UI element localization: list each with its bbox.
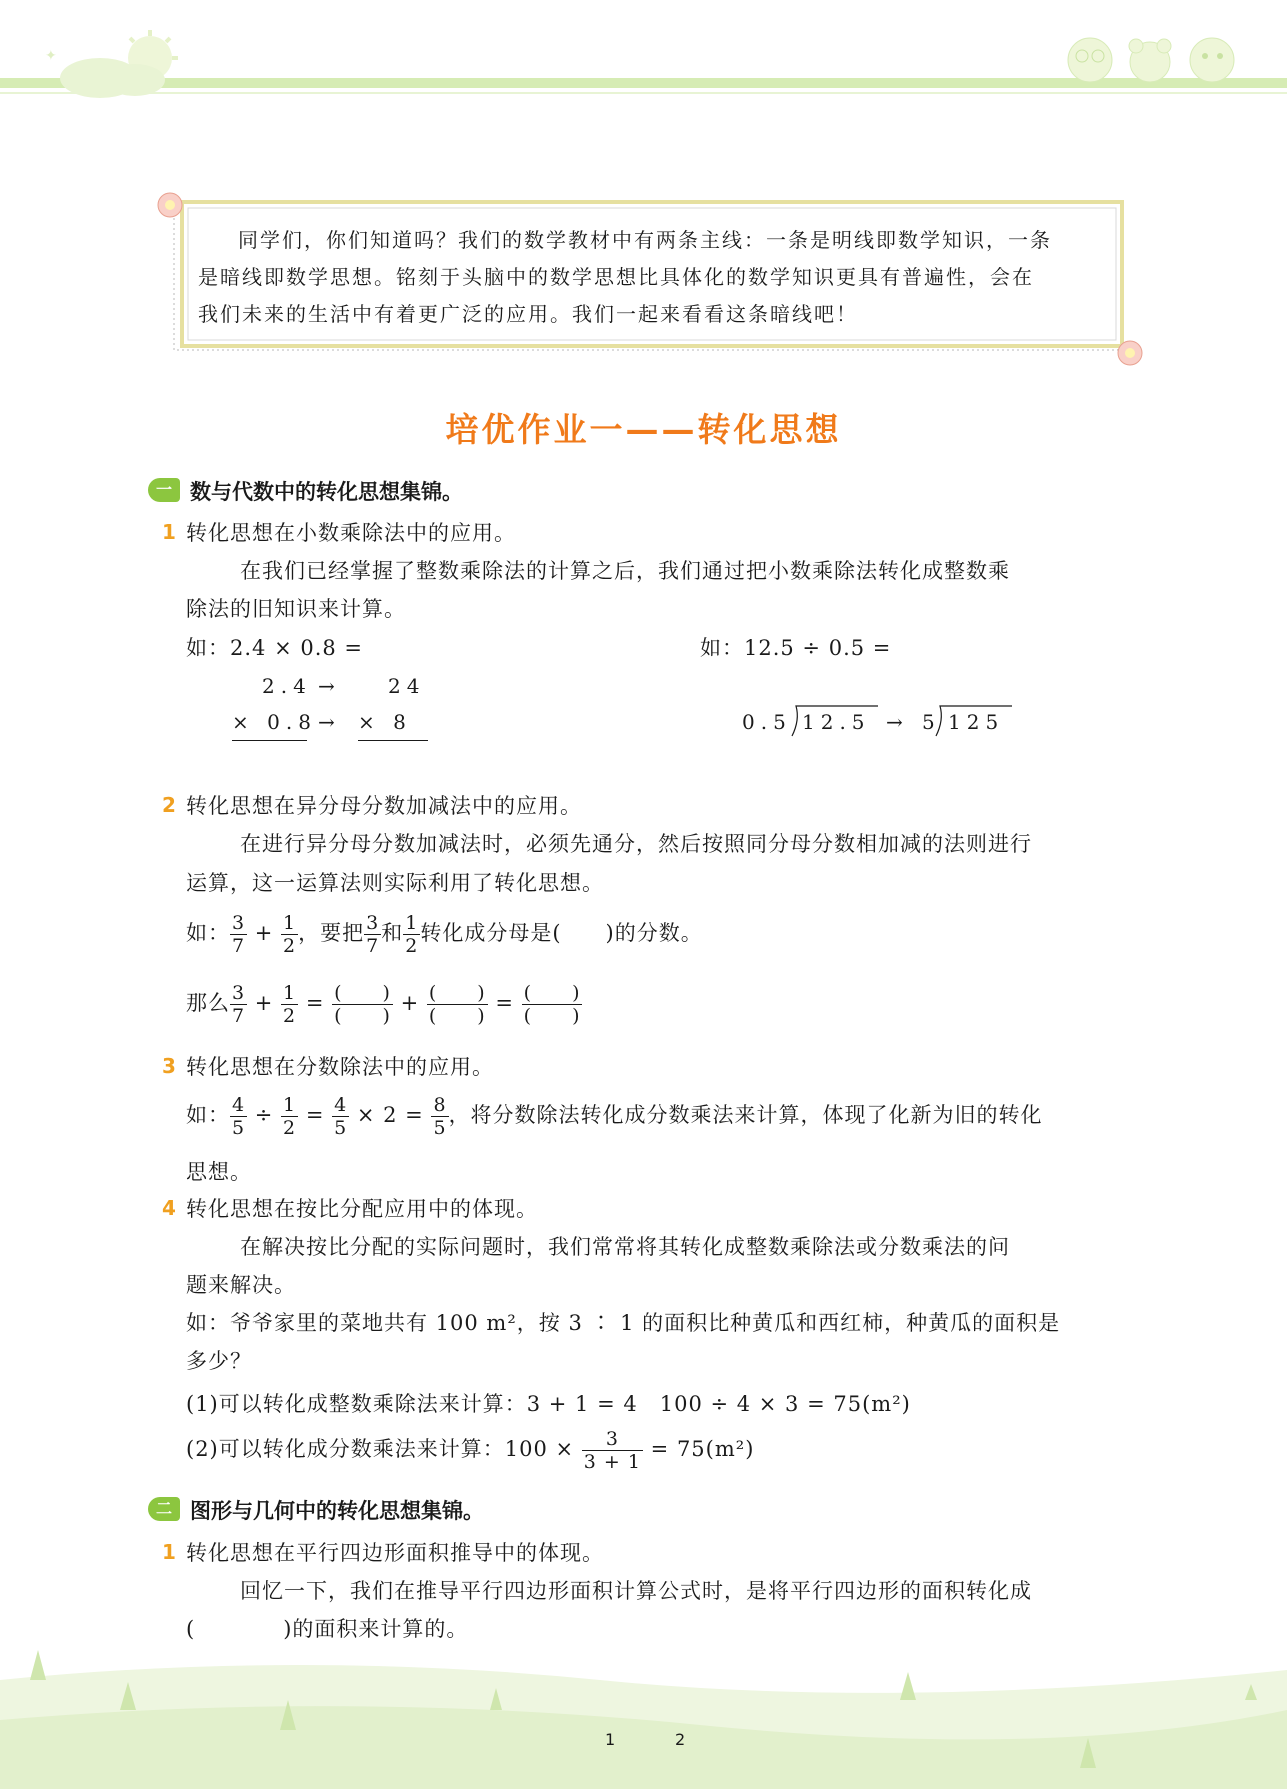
- flower-icon: [1110, 333, 1150, 373]
- denominator: 2: [405, 935, 419, 957]
- page-number-right: 2: [675, 1730, 686, 1749]
- page-title: 培优作业一——转化思想: [445, 410, 842, 449]
- denominator: 7: [232, 1005, 246, 1027]
- item-heading: 转化思想在异分母分数加减法中的应用。: [186, 794, 582, 818]
- vertical-multiplicand-int: 24: [388, 674, 426, 698]
- section-heading: 图形与几何中的转化思想集锦。: [190, 1499, 484, 1523]
- times-two: × 2 =: [356, 1103, 424, 1127]
- blank-numerator[interactable]: ( ): [428, 982, 486, 1004]
- vertical-multiplier: × 0.8: [232, 710, 317, 734]
- example-prefix: 如：: [186, 1103, 230, 1127]
- animal-faces-illustration: [1060, 20, 1260, 90]
- solution-line: (1)可以转化成整数乘除法来计算：3 + 1 = 4 100 ÷ 4 × 3 = 75(m²): [186, 1392, 911, 1416]
- item-number: 2: [162, 793, 176, 817]
- fraction: [281, 982, 298, 1027]
- section-heading: 数与代数中的转化思想集锦。: [190, 480, 463, 504]
- denominator: 7: [366, 935, 380, 957]
- example-line: 如： $\frac{3}{7}$ + $\frac{1}{2}$ ，要把 $\frac{3}{7}$ 和 $\frac{1}{2}$ 转化成分母是( )的分数。: [186, 912, 703, 957]
- item-heading: 转化思想在按比分配应用中的体现。: [186, 1197, 538, 1221]
- numerator: 1: [283, 982, 297, 1004]
- paragraph-line: 题来解决。: [186, 1273, 296, 1297]
- denominator: 5: [334, 1117, 348, 1139]
- item-number: 4: [162, 1196, 176, 1220]
- vertical-multiplier-int: × 8: [358, 710, 412, 734]
- then-text: 那么: [186, 991, 230, 1015]
- paragraph-line: 除法的旧知识来计算。: [186, 597, 406, 621]
- denominator: 2: [283, 1005, 297, 1027]
- denominator: 7: [232, 935, 246, 957]
- numerator: 8: [433, 1094, 447, 1116]
- section-tag: 二: [148, 1497, 180, 1521]
- numerator: 1: [405, 912, 419, 934]
- example-divide: 如：12.5 ÷ 0.5 =: [700, 636, 892, 660]
- denominator: 2: [283, 935, 297, 957]
- numerator: 4: [334, 1094, 348, 1116]
- blank-denominator[interactable]: ( ): [523, 1005, 581, 1027]
- fraction: [332, 1094, 349, 1139]
- example-multiply: 如：2.4 × 0.8 =: [186, 636, 364, 660]
- fraction: [230, 912, 247, 957]
- intro-line: 同学们，你们知道吗？我们的数学教材中有两条主线：一条是明线即数学知识，一条: [238, 228, 1052, 252]
- intro-line: 是暗线即数学思想。铭刻于头脑中的数学思想比具体化的数学知识更具有普遍性，会在: [198, 265, 1034, 289]
- fraction: [230, 1094, 247, 1139]
- numerator: 1: [283, 1094, 297, 1116]
- arrow: →: [886, 710, 909, 734]
- solution-text: = 75(m²): [650, 1437, 755, 1461]
- item-heading: 转化思想在平行四边形面积推导中的体现。: [186, 1541, 604, 1565]
- item-heading: 转化思想在分数除法中的应用。: [186, 1055, 494, 1079]
- long-division-dividend-int: 125: [948, 710, 1005, 734]
- blank-fraction[interactable]: [427, 982, 488, 1027]
- example-line: 如： $\frac{4}{5}$ ÷ $\frac{1}{2}$ = $\frac{4}{5}$ × 2 = $\frac{8}{5}$ ，将分数除法转化成分数乘法来计算，体现了化新为旧的转化: [186, 1094, 1043, 1139]
- fraction: [230, 982, 247, 1027]
- page-number-left: 1: [605, 1730, 616, 1749]
- divider: [358, 740, 428, 741]
- blank-numerator[interactable]: ( ): [334, 982, 391, 1004]
- fraction: [403, 912, 420, 957]
- example-text: ，将分数除法转化成分数乘法来计算，体现了化新为旧的转化: [448, 1103, 1043, 1127]
- paragraph-line: 运算，这一运算法则实际利用了转化思想。: [186, 871, 604, 895]
- denominator: 5: [232, 1117, 246, 1139]
- blank-numerator[interactable]: ( ): [523, 982, 581, 1004]
- paragraph-line: ( )的面积来计算的。: [186, 1617, 469, 1641]
- long-division-divisor-int: 5: [922, 710, 941, 734]
- paragraph-line: 如：爷爷家里的菜地共有 100 m²，按 3 ∶ 1 的面积比种黄瓜和西红柿，种黄瓜的面积是: [186, 1311, 1061, 1335]
- paragraph-line: 在进行异分母分数加减法时，必须先通分，然后按照同分母分数相加减的法则进行: [240, 832, 1032, 856]
- blank-denominator[interactable]: ( ): [428, 1005, 486, 1027]
- numerator: 3: [366, 912, 380, 934]
- example-text: 和: [381, 921, 404, 945]
- paragraph-line: 在解决按比分配的实际问题时，我们常常将其转化成整数乘除法或分数乘法的问: [240, 1235, 1010, 1259]
- section-tag: 一: [148, 478, 180, 502]
- numerator: 4: [232, 1094, 246, 1116]
- solution-text: (2)可以转化成分数乘法来计算：100 ×: [186, 1437, 575, 1461]
- item-heading: 转化思想在小数乘除法中的应用。: [186, 521, 516, 545]
- arrow: →: [318, 674, 341, 698]
- intro-paragraph: [198, 222, 1118, 333]
- item-number: 3: [162, 1054, 176, 1078]
- divider: [232, 740, 307, 741]
- flower-icon: [150, 185, 190, 225]
- example-text: 转化成分母是( )的分数。: [420, 921, 703, 945]
- fraction: [281, 1094, 298, 1139]
- long-division-divisor: 0.5: [742, 710, 792, 734]
- numerator: 3: [232, 982, 246, 1004]
- paragraph-line: 多少？: [186, 1349, 252, 1373]
- denominator: 5: [433, 1117, 447, 1139]
- solution-line: [186, 1428, 754, 1473]
- equation-line: 那么 $\frac{3}{7}$ + $\frac{1}{2}$ = $\frac{( )}{( )}$ + $\frac{( )}{( )}$ = $\frac{( )}{( )}$: [186, 982, 581, 1027]
- denominator: 3 + 1: [583, 1451, 641, 1473]
- example-prefix: 如：: [186, 921, 230, 945]
- fraction: [281, 912, 298, 957]
- fraction: [364, 912, 381, 957]
- blank-denominator[interactable]: ( ): [334, 1005, 391, 1027]
- fraction: [582, 1428, 643, 1473]
- intro-line: 我们未来的生活中有着更广泛的应用。我们一起来看看这条暗线吧！: [198, 302, 858, 326]
- arrow: →: [318, 710, 341, 734]
- denominator: 2: [283, 1117, 297, 1139]
- fraction: [431, 1094, 448, 1139]
- header-band-thin: [0, 92, 1287, 94]
- paragraph-line: 思想。: [186, 1160, 252, 1184]
- sun-cloud-illustration: [40, 30, 190, 100]
- paragraph-line: 回忆一下，我们在推导平行四边形面积计算公式时，是将平行四边形的面积转化成: [240, 1579, 1032, 1603]
- numerator: 3: [582, 1428, 643, 1451]
- paragraph-line: 在我们已经掌握了整数乘除法的计算之后，我们通过把小数乘除法转化成整数乘: [240, 559, 1010, 583]
- numerator: 3: [232, 912, 246, 934]
- blank-fraction[interactable]: [332, 982, 393, 1027]
- vertical-multiplicand: 2.4: [262, 674, 312, 698]
- numerator: 1: [283, 912, 297, 934]
- svg-text:✦: ✦: [45, 48, 57, 64]
- item-number: 1: [162, 520, 176, 544]
- example-text: ，要把: [298, 921, 365, 945]
- blank-fraction[interactable]: [522, 982, 583, 1027]
- item-number: 1: [162, 1540, 176, 1564]
- hills-illustration: [0, 1640, 1287, 1789]
- long-division-dividend: 12.5: [802, 710, 871, 734]
